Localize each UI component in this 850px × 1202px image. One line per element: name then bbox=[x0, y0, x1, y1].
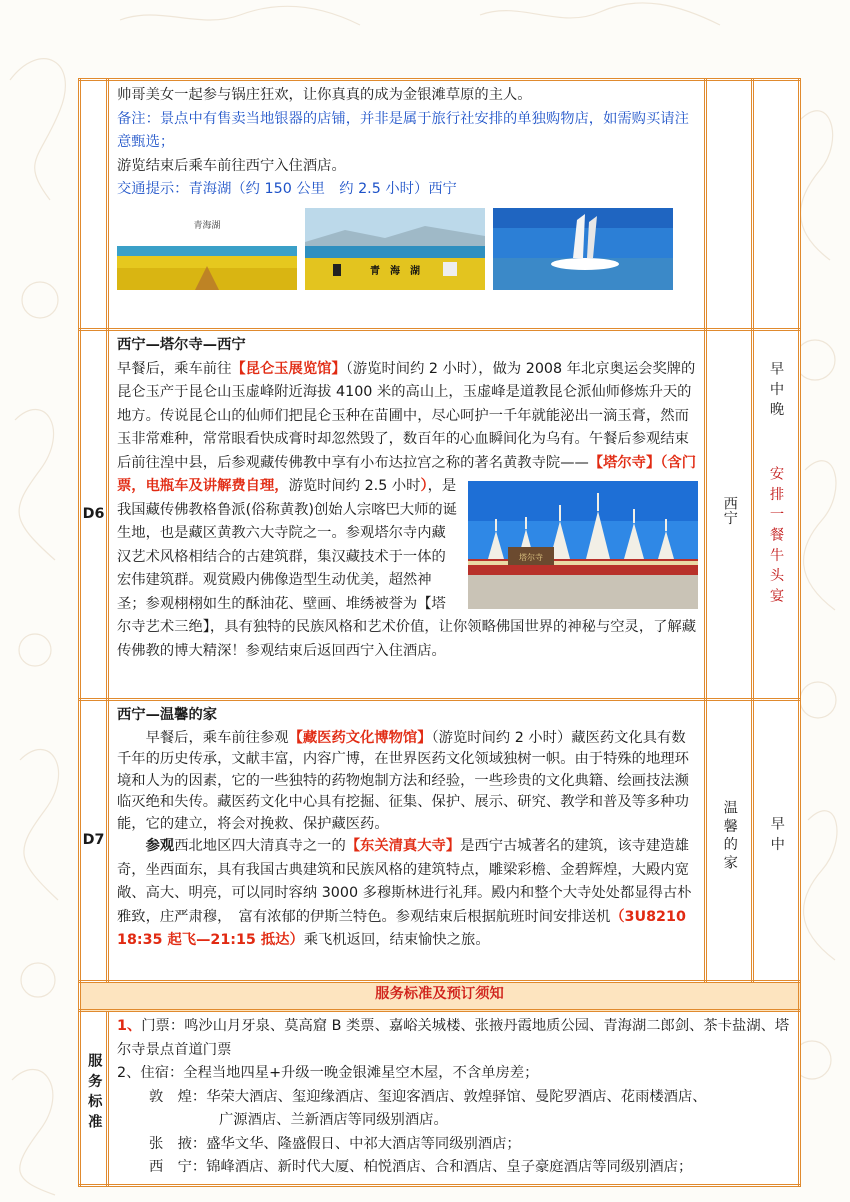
text-segment: 游览时间约 2.5 小时 bbox=[288, 478, 421, 494]
day-content bbox=[108, 330, 706, 700]
text-segment: 参观 bbox=[145, 838, 175, 854]
qinghai-lake-photo-2 bbox=[305, 208, 485, 290]
meal-cell bbox=[753, 330, 800, 700]
special-meal: 安排一餐牛头宴 bbox=[768, 466, 784, 609]
hotel-cell bbox=[706, 330, 753, 700]
day-content bbox=[108, 80, 706, 330]
day-row-d5-continued bbox=[80, 80, 800, 330]
meal-info: 早中晚 bbox=[768, 361, 784, 422]
meal-cell bbox=[753, 700, 800, 982]
hotel-cell bbox=[706, 700, 753, 982]
note-text: 备注：景点中有售卖当地银器的店铺，并非是属于旅行社安排的单独购物店，如需购买请注意甄选； bbox=[117, 110, 689, 150]
day-description bbox=[117, 728, 698, 836]
day-title: 西宁—温馨的家 bbox=[117, 707, 218, 723]
text-segment: （游览时间约 2 小时），做为 2008 年北京奥运会奖牌的昆仑玉产于昆仑山玉虚峰附近海拔 4100 米的高山上，玉虚峰是道教昆仑派仙师修炼升天的地方。传说昆仑山的仙师们把昆仑玉种在苗圃中，尽心呵护一千年就能泌出一滴玉膏，然而玉非常难种，常常眼看快成膏时却忽然毁了，数百年的心血瞬间化为乌有。午餐后参观结束后前往湟中县，后参观藏传佛教中享有小布达拉宫之称的著名黄教寺院—— bbox=[117, 360, 696, 471]
item-number: 1、 bbox=[117, 1018, 142, 1034]
city-label: 西 宁： bbox=[149, 1159, 207, 1175]
text-segment: 早餐后，乘车前往参观 bbox=[145, 729, 289, 746]
hotel-list-xining bbox=[117, 1156, 792, 1180]
attraction-name: 【东关清真大寺】 bbox=[345, 838, 461, 854]
photo-caption: 塔尔寺 bbox=[519, 553, 543, 562]
day-description-2 bbox=[117, 835, 701, 953]
hotel-list-zhangye bbox=[117, 1133, 792, 1157]
photo-row bbox=[117, 202, 698, 294]
taer-temple-photo bbox=[468, 481, 698, 609]
hotel-name: 西宁 bbox=[721, 495, 738, 525]
day-title: 西宁—塔尔寺—西宁 bbox=[117, 337, 246, 353]
day-label: D7 bbox=[80, 700, 108, 982]
text-segment: 西北地区四大清真寺之一的 bbox=[174, 838, 346, 854]
monument-photo bbox=[493, 208, 673, 290]
itinerary-table bbox=[78, 78, 801, 1187]
photo-caption: 青 海 湖 bbox=[370, 265, 420, 277]
hotel-list: 盛华文华、隆盛假日、中祁大酒店等同级别酒店； bbox=[206, 1135, 521, 1152]
attraction-name: 【塔尔寺】（含门票，电瓶车及讲解费自理， bbox=[117, 454, 697, 494]
day-description bbox=[117, 358, 698, 664]
hotel-name: 温馨的家 bbox=[721, 799, 738, 873]
qinghai-lake-photo-1 bbox=[117, 208, 297, 290]
day-content bbox=[108, 700, 706, 982]
hotel-list: 锦峰酒店、新时代大厦、柏悦酒店、合和酒店、皇子豪庭酒店等同级别酒店； bbox=[206, 1159, 693, 1175]
services-label-cell bbox=[80, 1011, 108, 1186]
text-segment: 早餐后，乘车前往 bbox=[117, 360, 232, 377]
hotel-cell bbox=[706, 80, 753, 330]
text-segment: ） bbox=[420, 478, 428, 494]
services-label: 服务标准 bbox=[86, 1052, 103, 1135]
meal-cell bbox=[753, 80, 800, 330]
service-item-tickets bbox=[117, 1015, 792, 1062]
text-segment: 门票：鸣沙山月牙泉、莫高窟 B 类票、嘉峪关城楼、张掖丹霞地质公园、青海湖二郎剑、茶卡盐湖、塔尔寺景点首道门票 bbox=[117, 1018, 790, 1058]
meal-info: 早中 bbox=[768, 815, 785, 857]
text-line: 游览结束后乘车前往西宁入住酒店。 bbox=[117, 157, 346, 174]
attraction-name: 【藏医药文化博物馆】 bbox=[288, 729, 432, 746]
traffic-tip: 交通提示：青海湖（约 150 公里 约 2.5 小时）西宁 bbox=[117, 181, 457, 197]
text-segment: 是西宁古城著名的建筑，该寺建造雄奇，坐西面东，具有我国古典建筑和民族风格的建筑特点，雕梁彩檐、金碧辉煌，大殿内宽敞、高大、明亮，可以同时容纳 3000 多穆斯林进行礼拜。殿内和整个大寺处处都显得古朴雅致，庄严肃穆， 富有浓郁的伊斯兰特色。参观结束后根据航班时间安排送机 bbox=[117, 838, 692, 925]
city-label: 敦 煌： bbox=[149, 1088, 207, 1105]
city-label: 张 掖： bbox=[149, 1135, 207, 1152]
text-line: 帅哥美女一起参与锅庄狂欢，让你真真的成为金银滩草原的主人。 bbox=[117, 87, 532, 103]
hotel-list-dunhuang-cont: 广源酒店、兰新酒店等同级别酒店。 bbox=[219, 1112, 448, 1128]
services-content bbox=[108, 1011, 800, 1186]
flight-info: （3U8210 18:35 起飞—21:15 抵达） bbox=[117, 908, 701, 948]
photo-caption: 青海湖 bbox=[193, 220, 221, 231]
attraction-name: 【昆仑玉展览馆】 bbox=[231, 360, 346, 377]
service-item-hotels: 2、住宿：全程当地四星+升级一晚金银滩星空木屋，不含单房差； bbox=[117, 1065, 539, 1081]
day-cell bbox=[80, 80, 108, 330]
day-row-d6 bbox=[80, 330, 800, 700]
services-header-row bbox=[80, 982, 800, 1011]
day-row-d7 bbox=[80, 700, 800, 982]
section-header: 服务标准及预订须知 bbox=[80, 982, 800, 1011]
text-segment: （游览时间约 2 小时）藏医药文化具有数千年的历史传承，文献丰富，内容广博，在世界医药文化领域独树一帜。由于特殊的地理环境和人为的因素，它的一些独特的药物炮制方法和经验，一些珍贵的文化典籍、绘画技法濒临灭绝和失传。藏医药文化中心具有挖掘、征集、保护、展示、研究、教学和普及等多种功能，它的建立，将会对挽救、保护藏医药。 bbox=[117, 729, 689, 832]
text-segment: ，是我国藏传佛教格鲁派(俗称黄教)创始人宗喀巴大师的诞生地，也是藏区黄教六大寺院之一。参观塔尔寺内藏汉艺术风格相结合的古建筑群，集汉藏技术于一体的宏伟建筑群。观赏殿内佛像造型生动优美，超然神圣；参观栩栩如生的酥油花、壁画、堆绣被誉为【塔尔寺艺术三绝】，具有独特的民族风格和艺术价值，让你领略佛国世界的神秘与空灵，了解藏传佛教的博大精深！参观结束后返回西宁入住酒店。 bbox=[117, 478, 697, 659]
services-row bbox=[80, 1011, 800, 1186]
hotel-list-dunhuang bbox=[117, 1086, 792, 1110]
day-label: D6 bbox=[80, 330, 108, 700]
text-segment: 乘飞机返回，结束愉快之旅。 bbox=[303, 932, 490, 948]
hotel-list: 华荣大酒店、玺迎缘酒店、玺迎客酒店、敦煌驿馆、曼陀罗酒店、花雨楼酒店、 bbox=[206, 1088, 707, 1105]
